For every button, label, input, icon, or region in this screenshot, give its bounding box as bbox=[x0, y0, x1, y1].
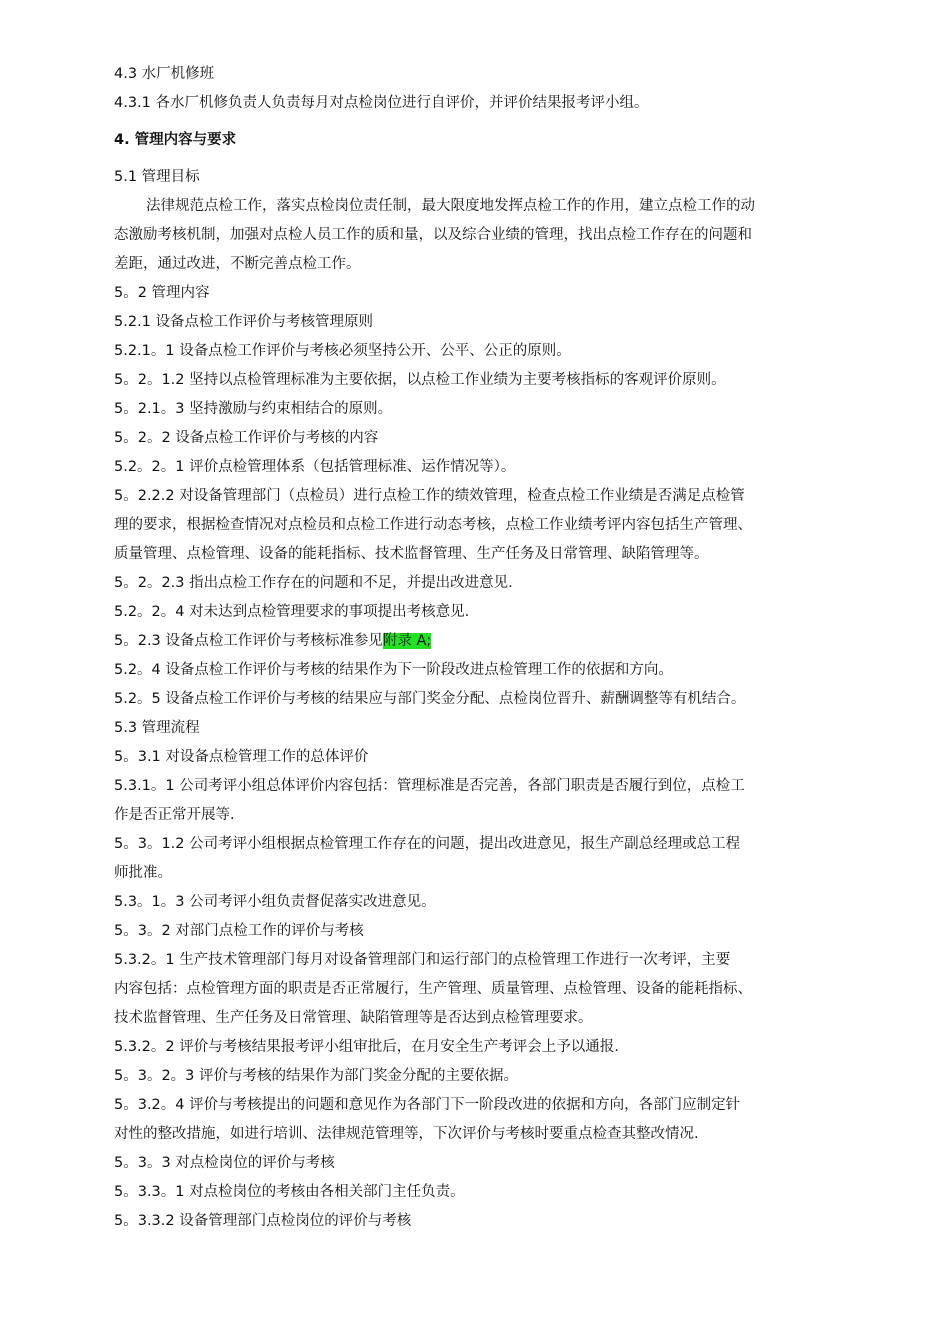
paragraph-line: 5。2.2.2 对设备管理部门（点检员）进行点检工作的绩效管理，检查点检工作业绩是否满足点检管 bbox=[114, 488, 745, 504]
paragraph-line: 质量管理、点检管理、设备的能耗指标、技术监督管理、生产任务及日常管理、缺陷管理等。 bbox=[114, 546, 709, 562]
document-body bbox=[114, 60, 854, 1236]
paragraph-line: 作是否正常开展等. bbox=[114, 807, 235, 823]
reference-text: 5。2.3 设备点检工作评价与考核标准参见 bbox=[114, 633, 383, 649]
paragraph-line: 5.3.2。1 生产技术管理部门每月对设备管理部门和运行部门的点检管理工作进行一次考评，主要 bbox=[114, 952, 731, 968]
paragraph-line: 5。3.3。1 对点检岗位的考核由各相关部门主任负责。 bbox=[114, 1184, 465, 1200]
paragraph-line: 法律规范点检工作，落实点检岗位责任制，最大限度地发挥点检工作的作用，建立点检工作的动 bbox=[146, 198, 755, 214]
paragraph-line: 5。2。2.3 指出点检工作存在的问题和不足，并提出改进意见. bbox=[114, 575, 513, 591]
paragraph-line: 5.2。5 设备点检工作评价与考核的结果应与部门奖金分配、点检岗位晋升、薪酬调整等有机结合。 bbox=[114, 691, 746, 707]
paragraph-line: 5.3.2。2 评价与考核结果报考评小组审批后，在月安全生产考评会上予以通报. bbox=[114, 1039, 619, 1055]
paragraph-line: 5。2。1.2 坚持以点检管理标准为主要依据，以点检工作业绩为主要考核指标的客观评价原则。 bbox=[114, 372, 726, 388]
paragraph-line: 5.3。1。3 公司考评小组负责督促落实改进意见。 bbox=[114, 894, 436, 910]
paragraph-line: 对性的整改措施，如进行培训、法律规范管理等，下次评价与考核时要重点检查其整改情况. bbox=[114, 1126, 699, 1142]
paragraph-line: 差距，通过改进，不断完善点检工作。 bbox=[114, 256, 361, 272]
paragraph-line: 5。3。1.2 公司考评小组根据点检管理工作存在的问题，提出改进意见，报生产副总经理或总工程 bbox=[114, 836, 741, 852]
paragraph-line: 5.2.1。1 设备点检工作评价与考核必须坚持公开、公平、公正的原则。 bbox=[114, 343, 571, 359]
paragraph-line: 5.3.1。1 公司考评小组总体评价内容包括：管理标准是否完善，各部门职责是否履行到位，点检工 bbox=[114, 778, 745, 794]
section-heading-5-2-2: 5。2。2 设备点检工作评价与考核的内容 bbox=[114, 430, 379, 446]
paragraph-line: 师批准。 bbox=[114, 865, 172, 881]
section-heading-5-2: 5。2 管理内容 bbox=[114, 285, 210, 301]
paragraph-line: 理的要求，根据检查情况对点检员和点检工作进行动态考核，点检工作业绩考评内容包括生产管理、 bbox=[114, 517, 752, 533]
section-heading-5-1: 5.1 管理目标 bbox=[114, 169, 200, 185]
appendix-a-link[interactable]: 附录 A; bbox=[382, 633, 432, 649]
paragraph-line: 5.2。2。1 评价点检管理体系（包括管理标准、运作情况等）。 bbox=[114, 459, 516, 475]
paragraph-line: 态激励考核机制，加强对点检人员工作的质和量，以及综合业绩的管理，找出点检工作存在的问题和 bbox=[114, 227, 752, 243]
section-heading-5-2-1: 5.2.1 设备点检工作评价与考核管理原则 bbox=[114, 314, 374, 330]
section-heading-5-3: 5.3 管理流程 bbox=[114, 720, 200, 736]
section-heading-5-3-3: 5。3。3 对点检岗位的评价与考核 bbox=[114, 1155, 335, 1171]
section-heading-4-3: 4.3 水厂机修班 bbox=[114, 66, 215, 82]
section-heading-4: 4. 管理内容与要求 bbox=[114, 132, 237, 148]
paragraph-line: 技术监督管理、生产任务及日常管理、缺陷管理等是否达到点检管理要求。 bbox=[114, 1010, 593, 1026]
paragraph-line: 5。3。2。3 评价与考核的结果作为部门奖金分配的主要依据。 bbox=[114, 1068, 519, 1084]
paragraph-line: 5。3.2。4 评价与考核提出的问题和意见作为各部门下一阶段改进的依据和方向，各部门应制定针 bbox=[114, 1097, 741, 1113]
section-heading-5-3-2: 5。3。2 对部门点检工作的评价与考核 bbox=[114, 923, 364, 939]
paragraph-line: 内容包括：点检管理方面的职责是否正常履行，生产管理、质量管理、点检管理、设备的能耗指标、 bbox=[114, 981, 752, 997]
section-heading-5-3-1: 5。3.1 对设备点检管理工作的总体评价 bbox=[114, 749, 369, 765]
paragraph-line: 4.3.1 各水厂机修负责人负责每月对点检岗位进行自评价，并评价结果报考评小组。 bbox=[114, 95, 649, 111]
paragraph-line: 5。2.1。3 坚持激励与约束相结合的原则。 bbox=[114, 401, 393, 417]
paragraph-line: 5.2。4 设备点检工作评价与考核的结果作为下一阶段改进点检管理工作的依据和方向。 bbox=[114, 662, 673, 678]
paragraph-line-with-reference bbox=[114, 627, 854, 656]
paragraph-line: 5.2。2。4 对未达到点检管理要求的事项提出考核意见. bbox=[114, 604, 470, 620]
paragraph-line: 5。3.3.2 设备管理部门点检岗位的评价与考核 bbox=[114, 1213, 412, 1229]
